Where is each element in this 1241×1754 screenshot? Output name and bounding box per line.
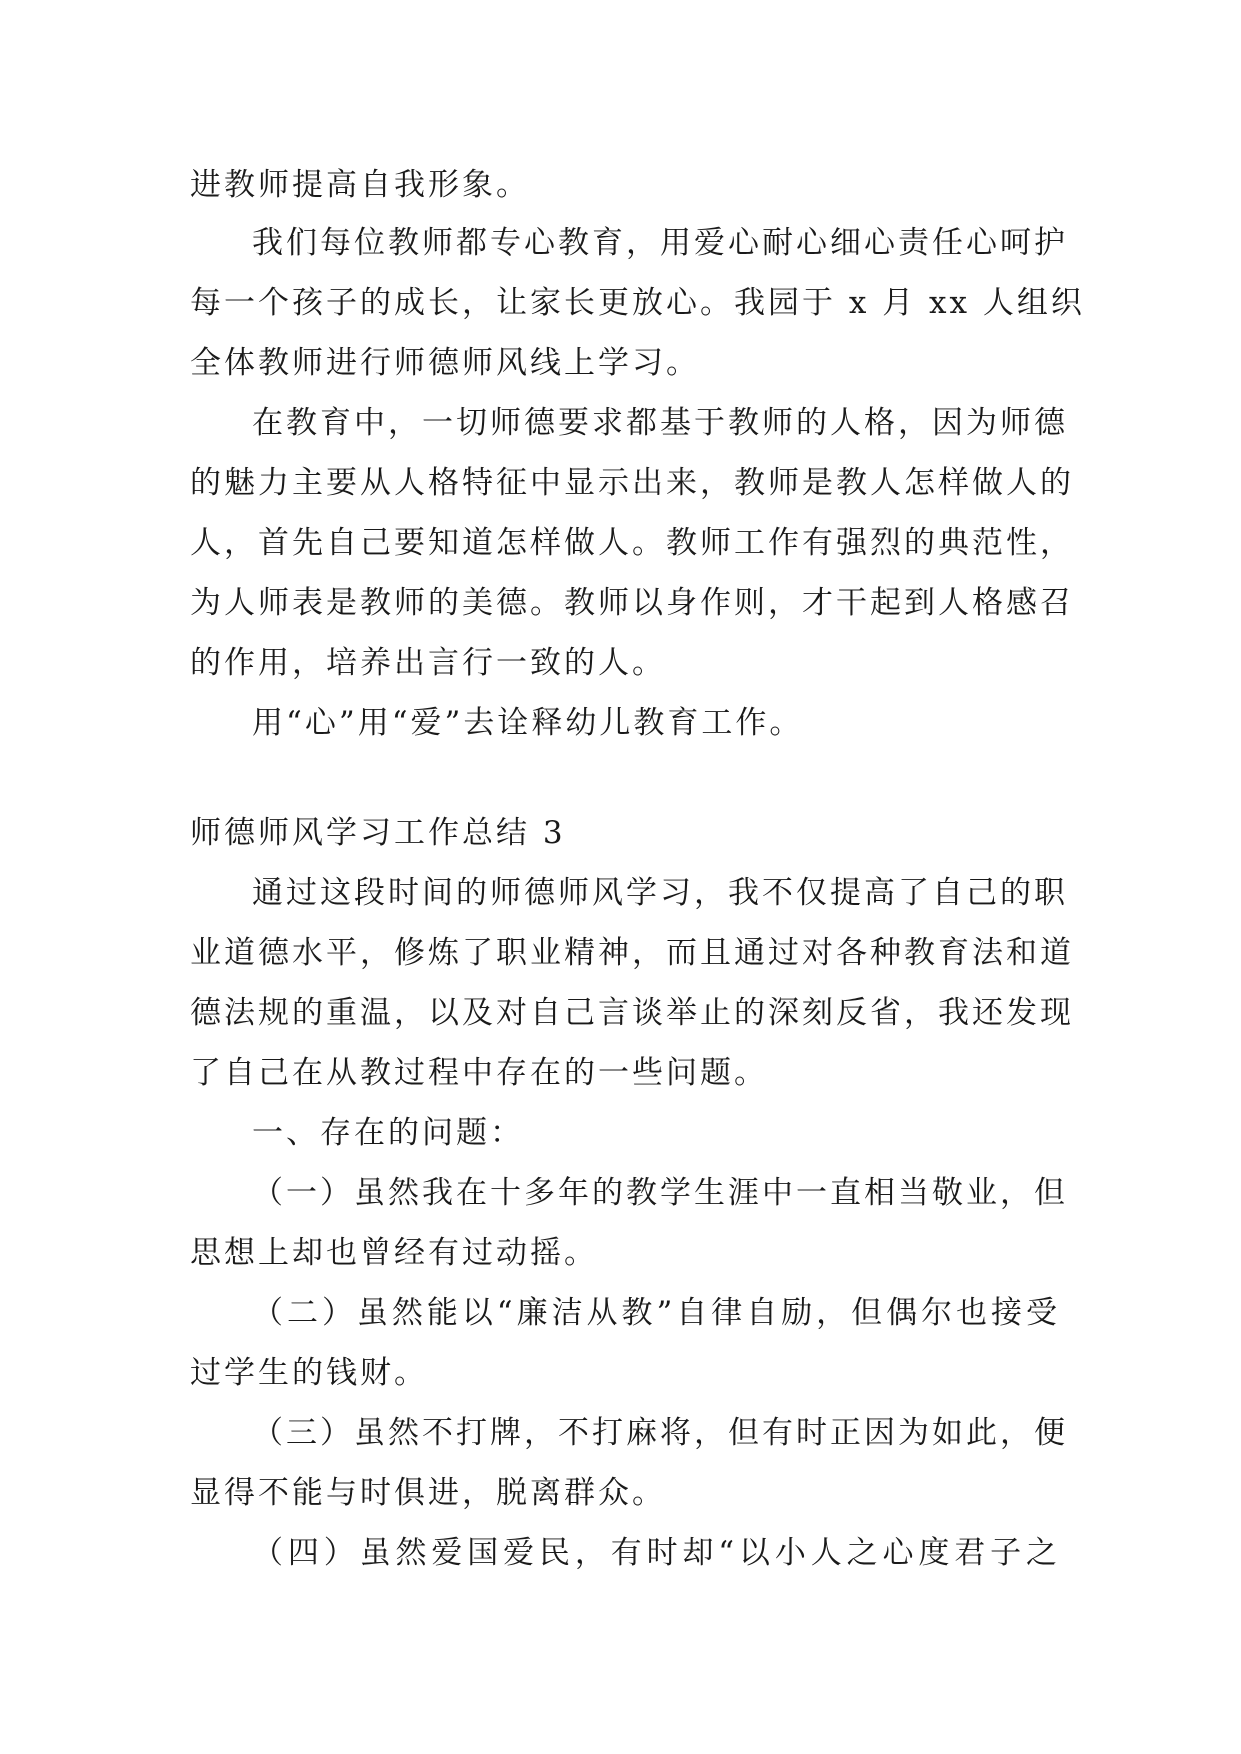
- list-item-line: 思想上却也曾经有过动摇。: [190, 1235, 598, 1271]
- paragraph-line: 的作用，培养出言行一致的人。: [190, 645, 666, 681]
- list-heading: 一、存在的问题：: [252, 1115, 524, 1151]
- list-item-line: （四）虽然爱国爱民，有时却“以小人之心度君子之: [252, 1535, 1060, 1571]
- text-line: 进教师提高自我形象。: [190, 167, 530, 203]
- paragraph-line: 了自己在从教过程中存在的一些问题。: [190, 1055, 768, 1091]
- list-item-line: （二）虽然能以“廉洁从教”自律自励，但偶尔也接受: [252, 1295, 1060, 1331]
- paragraph-line: 我们每位教师都专心教育，用爱心耐心细心责任心呵护: [252, 225, 1068, 261]
- paragraph-line: 业道德水平，修炼了职业精神，而且通过对各种教育法和道: [190, 935, 1074, 971]
- list-item-line: 显得不能与时俱进，脱离群众。: [190, 1475, 666, 1511]
- paragraph-line: 全体教师进行师德师风线上学习。: [190, 345, 700, 381]
- paragraph-line: 通过这段时间的师德师风学习，我不仅提高了自己的职: [252, 875, 1068, 911]
- paragraph-line: 德法规的重温，以及对自己言谈举止的深刻反省，我还发现: [190, 995, 1074, 1031]
- paragraph-line: 为人师表是教师的美德。教师以身作则，才干起到人格感召: [190, 585, 1074, 621]
- list-item-line: （一）虽然我在十多年的教学生涯中一直相当敬业，但: [252, 1175, 1068, 1211]
- paragraph-line: 人，首先自己要知道怎样做人。教师工作有强烈的典范性，: [190, 525, 1074, 561]
- paragraph-line: 在教育中，一切师德要求都基于教师的人格，因为师德: [252, 405, 1068, 441]
- paragraph-line: 的魅力主要从人格特征中显示出来，教师是教人怎样做人的: [190, 465, 1074, 501]
- paragraph-line: 用“心”用“爱”去诠释幼儿教育工作。: [252, 705, 804, 741]
- paragraph-line: 每一个孩子的成长，让家长更放心。我园于 x 月 xx 人组织: [190, 285, 1085, 321]
- list-item-line: （三）虽然不打牌，不打麻将，但有时正因为如此，便: [252, 1415, 1068, 1451]
- list-item-line: 过学生的钱财。: [190, 1355, 428, 1391]
- section-heading: 师德师风学习工作总结 3: [190, 815, 566, 851]
